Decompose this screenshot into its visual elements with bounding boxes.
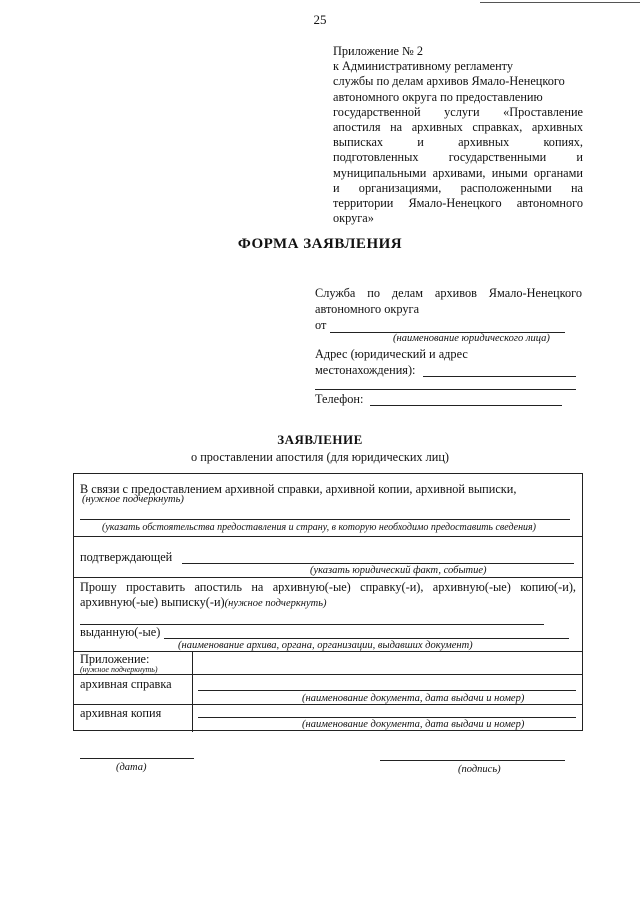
appendix-line: Приложение № 2 xyxy=(333,44,424,58)
address-field[interactable] xyxy=(423,376,576,377)
archive-reference-label: архивная справка xyxy=(80,677,172,691)
appendix-line: службы по делам архивов Ямало-Ненецкого xyxy=(333,74,565,89)
top-edge-line xyxy=(480,2,640,3)
appendix-line: и организациями, расположенными на xyxy=(333,180,583,195)
phone-field[interactable] xyxy=(370,405,562,406)
table-divider xyxy=(74,674,582,675)
legal-fact-field[interactable] xyxy=(182,563,574,564)
appendix-line: к Административному регламенту xyxy=(333,59,514,74)
row1-text: В связи с предоставлением архивной справки, архивной копии, архивной выписки, xyxy=(80,482,517,496)
table-divider xyxy=(74,651,582,652)
appendix-line: государственной услуги «Проставление xyxy=(333,104,583,119)
attachment-label: Приложение: xyxy=(80,652,150,666)
issuer-field[interactable] xyxy=(164,638,569,639)
address-label: местонахождения): xyxy=(315,363,416,377)
attachment-hint: (нужное подчеркнуть) xyxy=(80,665,158,674)
page-number: 25 xyxy=(313,12,327,27)
date-field[interactable] xyxy=(80,758,194,759)
appendix-line: округа» xyxy=(333,211,374,226)
request-hint: (нужное подчеркнуть) xyxy=(224,598,327,609)
address-field-2[interactable] xyxy=(315,389,576,390)
table-column-divider xyxy=(192,651,193,732)
table-divider xyxy=(74,704,582,705)
archive-reference-hint: (наименование документа, дата выдачи и номер) xyxy=(302,693,525,704)
table-divider xyxy=(74,536,582,537)
statement-subtitle: о проставлении апостиля (для юридических лиц) xyxy=(190,450,450,464)
from-hint: (наименование юридического лица) xyxy=(393,333,550,344)
date-label: (дата) xyxy=(116,762,147,773)
request-text-cont: архивную(-ые) выписку(-и) xyxy=(80,595,225,609)
archive-reference-field[interactable] xyxy=(198,690,576,691)
phone-label: Телефон: xyxy=(315,392,364,406)
confirming-label: подтверждающей xyxy=(80,550,173,564)
request-text: Прошу проставить апостиль на архивную(-ые) справку(-и), архивную(-ые) копию(-и), xyxy=(80,580,576,594)
appendix-line: автономного округа по предоставлению xyxy=(333,89,543,104)
signature-label: (подпись) xyxy=(458,764,501,775)
appendix-line: территории Ямало-Ненецкого автономного xyxy=(333,196,583,211)
row1-hint-2: (указать обстоятельства предоставления и страну, в которую необходимо предоставить сведения) xyxy=(102,522,537,533)
circumstances-field[interactable] xyxy=(80,519,570,520)
table-divider xyxy=(74,577,582,578)
form-title: ФОРМА ЗАЯВЛЕНИЯ xyxy=(237,236,403,252)
archive-copy-field[interactable] xyxy=(198,717,576,718)
archive-copy-hint: (наименование документа, дата выдачи и номер) xyxy=(302,719,525,730)
addressee-line: Служба по делам архивов Ямало-Ненецкого xyxy=(315,286,582,300)
addressee-line: автономного округа xyxy=(315,302,420,316)
address-label: Адрес (юридический и адрес xyxy=(315,347,468,361)
appendix-line: апостиля на архивных справках, архивных xyxy=(333,120,583,135)
from-label: от xyxy=(315,318,327,332)
signature-field[interactable] xyxy=(380,760,565,761)
appendix-line: выписках и архивных копиях, xyxy=(333,135,583,150)
statement-title: ЗАЯВЛЕНИЕ xyxy=(277,432,363,447)
issuer-hint: (наименование архива, органа, организации, выдавших документ) xyxy=(178,640,473,651)
row1-hint: (нужное подчеркнуть) xyxy=(82,494,184,505)
appendix-line: подготовленных государственными и xyxy=(333,150,583,165)
issued-label: выданную(-ые) xyxy=(80,625,161,639)
archive-copy-label: архивная копия xyxy=(80,706,162,720)
appendix-block xyxy=(333,44,583,226)
application-table xyxy=(73,473,583,731)
request-text-2 xyxy=(80,595,327,610)
legal-fact-hint: (указать юридический факт, событие) xyxy=(310,565,487,576)
appendix-line: муниципальными архивами, иными органами xyxy=(333,165,583,180)
